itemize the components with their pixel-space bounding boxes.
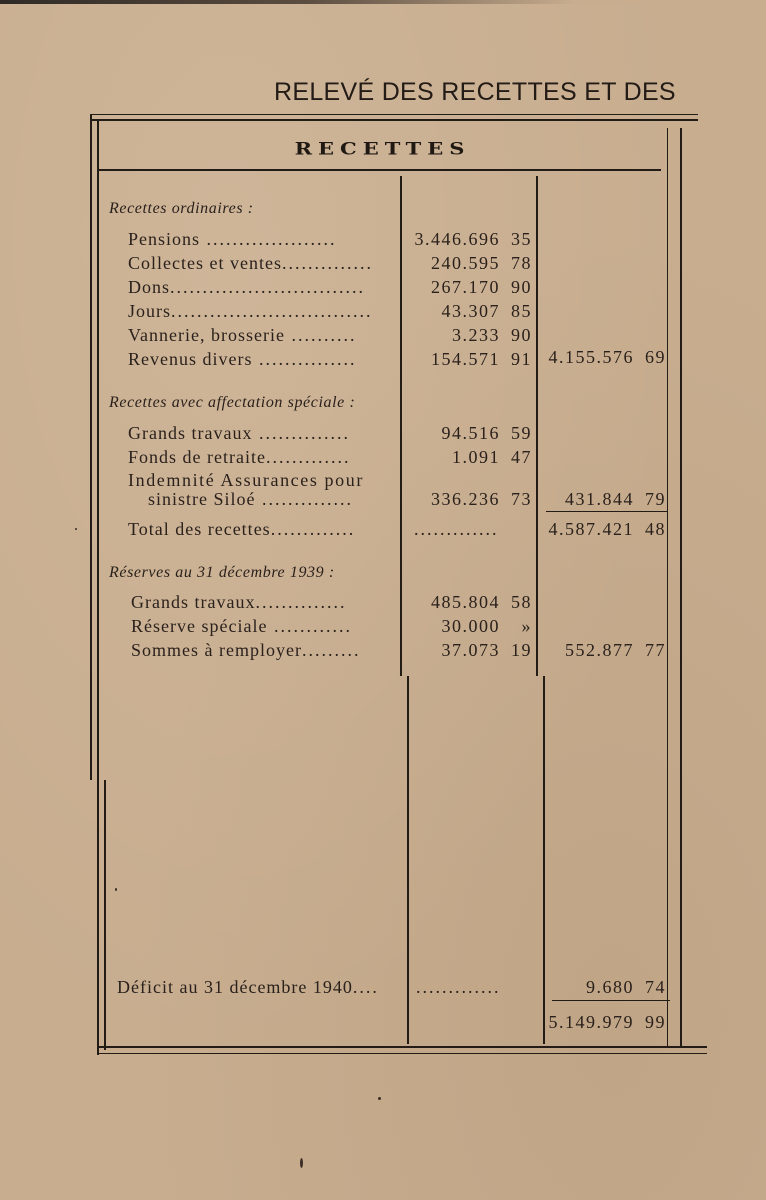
heading-reserves: Réserves au 31 décembre 1939 :	[109, 564, 335, 581]
frame-right-outer	[680, 128, 682, 1048]
amount-cents: 19	[511, 640, 532, 660]
row-label: Réserve spéciale	[131, 616, 268, 636]
subtotal-cents: 69	[645, 347, 666, 367]
row-label: Fonds de retraite	[128, 447, 266, 467]
leader-dots: ..............	[252, 423, 350, 443]
grand-total-amount: 5.149.979	[548, 1012, 634, 1032]
leader-dots: .............	[414, 519, 499, 539]
deficit-amount: 9.680	[586, 977, 634, 997]
leader-dots: ..............	[255, 592, 347, 612]
amount-cents: 58	[511, 592, 532, 612]
leader-dots: .........	[301, 640, 361, 660]
subtotal-amount: 552.877	[565, 640, 634, 660]
amount: 154.571	[431, 349, 500, 369]
amount-cents: 73	[511, 489, 532, 509]
bottom-rule-thin	[97, 1053, 707, 1054]
section-title-text: RECETTES	[294, 138, 471, 159]
leader-dots: ..............	[281, 253, 373, 273]
amount-cents: 85	[511, 301, 532, 321]
page-header: RELEVÉ DES RECETTES ET DES	[274, 78, 676, 106]
paper-speck	[300, 1158, 303, 1168]
amount-cents: 78	[511, 253, 532, 273]
heading-affectation-speciale: Recettes avec affectation spéciale :	[109, 394, 356, 411]
row-label: Dons	[128, 277, 171, 297]
leader-dots: .............	[270, 519, 356, 539]
row-label: Jours	[128, 301, 172, 321]
paper-speck	[378, 1097, 381, 1100]
amount-cents: 35	[511, 229, 532, 249]
row-label: sinistre Siloé	[148, 489, 256, 509]
frame-left-outer	[90, 114, 92, 780]
leader-dots: ...............................	[171, 301, 373, 321]
paper-speck	[115, 888, 117, 891]
amount-cents: 91	[511, 349, 532, 369]
deficit-cents: 74	[645, 977, 666, 997]
page-top-edge	[0, 0, 766, 4]
amount: 267.170	[431, 277, 500, 297]
leader-dots: ..............	[255, 489, 353, 509]
total-cents: 48	[645, 519, 666, 539]
column-divider-2	[536, 176, 538, 676]
row-label: Total des recettes	[128, 519, 271, 539]
subtotal-amount: 4.155.576	[548, 347, 634, 367]
amount-cents: 90	[511, 277, 532, 297]
row-label: Sommes à remployer	[131, 640, 302, 660]
row-label: Pensions	[128, 229, 201, 249]
section-title	[0, 136, 766, 161]
leader-dots: ....	[352, 977, 379, 997]
amount-cents: 90	[511, 325, 532, 345]
frame-left-inner	[97, 120, 99, 1055]
subtotal-cents: 77	[645, 640, 666, 660]
subtotal-cents: 79	[645, 489, 666, 509]
row-label: Grands travaux	[131, 592, 256, 612]
amount: 336.236	[431, 489, 500, 509]
leader-dots: ............	[267, 616, 352, 636]
header-rule-thin	[92, 114, 698, 115]
grand-total-cents: 99	[645, 1012, 666, 1032]
header-rule-thick	[92, 119, 698, 121]
leader-dots: .............	[265, 447, 351, 467]
bottom-rule-thick	[97, 1046, 707, 1048]
amount: 94.516	[441, 423, 500, 443]
amount: 240.595	[431, 253, 500, 273]
heading-recettes-ordinaires: Recettes ordinaires :	[109, 200, 254, 217]
column-divider-1-lower	[407, 676, 409, 1044]
title-rule	[99, 169, 661, 171]
amount-cents: 59	[511, 423, 532, 443]
amount: 1.091	[452, 447, 500, 467]
leader-dots: ...............	[252, 349, 357, 369]
row-label: Vannerie, brosserie	[128, 325, 285, 345]
paper-speck	[75, 528, 77, 530]
amount: 43.307	[441, 301, 500, 321]
frame-right-inner	[667, 128, 668, 1048]
amount: 3.233	[452, 325, 500, 345]
frame-left-lower	[104, 780, 106, 1050]
row-label: Déficit au 31 décembre 1940	[117, 977, 353, 997]
amount: 3.446.696	[414, 229, 500, 249]
amount: 30.000	[441, 616, 500, 636]
amount: 37.073	[441, 640, 500, 660]
amount-cents: 47	[511, 447, 532, 467]
leader-dots: ..............................	[170, 277, 366, 297]
amount-cents: »	[521, 616, 532, 636]
row-label: Collectes et ventes	[128, 253, 282, 273]
row-label: Revenus divers	[128, 349, 253, 369]
leader-dots: ....................	[200, 229, 337, 249]
leader-dots: ..........	[284, 325, 357, 345]
leader-dots: .............	[416, 977, 501, 997]
subtotal-amount: 431.844	[565, 489, 634, 509]
row-label-line1: Indemnité Assurances pour	[128, 470, 364, 490]
grand-total-rule	[552, 1000, 670, 1001]
subtotal-rule	[546, 511, 667, 512]
total-amount: 4.587.421	[548, 519, 634, 539]
amount: 485.804	[431, 592, 500, 612]
row-label: Grands travaux	[128, 423, 253, 443]
